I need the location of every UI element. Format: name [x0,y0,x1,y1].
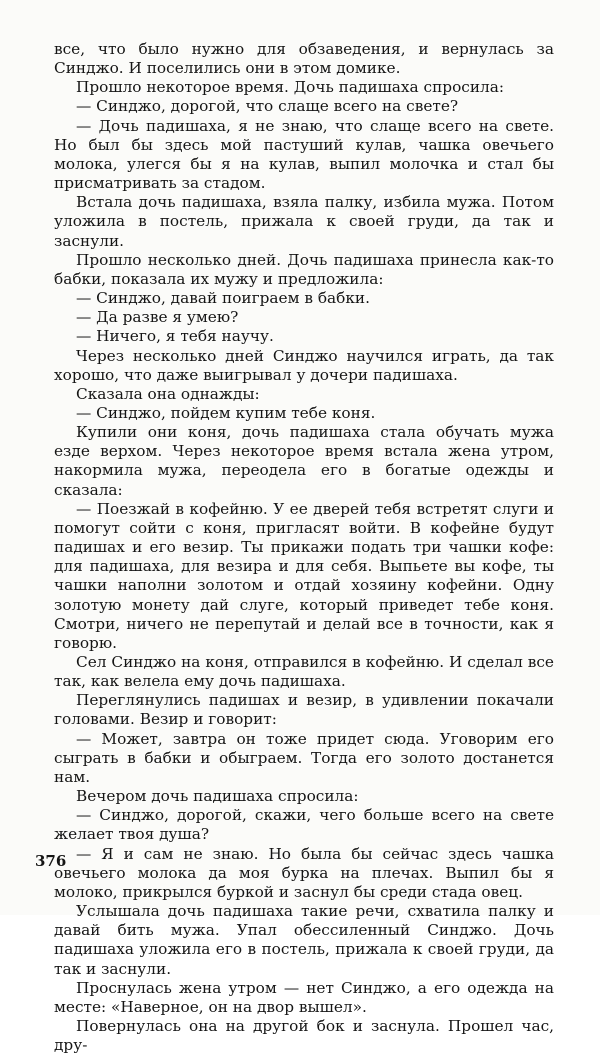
paragraph-20: — Я и сам не знаю. Но была бы сейчас здесь чашка овечьего молока да моя бурка на плечах. Выпил бы я молоко, прикрылся буркой и заснул бы среди стада овец. [54,844,554,901]
paragraph-14: — Поезжай в кофейню. У ее дверей тебя встретят слуги и помогут сойти с коня, пригласят войти. В кофейне будут падишах и его везир. Ты прикажи подать три чашки кофе: для падишаха, для везира и для себя. Выпьете вы кофе, ты чашки наполни золотом и отдай хозяину кофейни. Одну золотую монету дай слуге, который приведет тебе коня. Смотри, ничего не перепутай и делай все в точности, как я говорю. [54,499,554,652]
paragraph-8: — Да разве я умею? [76,308,239,327]
paragraph-22: Проснулась жена утром — нет Синджо, а его одежда на месте: «Наверное, он на двор вышел». [54,978,554,1016]
paragraph-6: Прошло несколько дней. Дочь падишаха принесла как-то бабки, показала их мужу и предложила: [54,250,554,288]
paragraph-10: Через несколько дней Синджо научился играть, да так хорошо, что даже выигрывал у дочери падишаха. [54,346,554,384]
paragraph-7: — Синджо, давай поиграем в бабки. [76,289,370,308]
paragraph-17: — Может, завтра он тоже придет сюда. Уговорим его сыграть в бабки и обыграем. Тогда его золото достанется нам. [54,729,554,786]
paragraph-3: — Синджо, дорогой, что слаще всего на свете? [76,97,459,116]
paragraph-16: Переглянулись падишах и везир, в удивлении покачали головами. Везир и говорит: [54,691,554,729]
paragraph-21: Услышала дочь падишаха такие речи, схватила палку и давай бить мужа. Упал обессиленный Синджо. Дочь падишаха уложила его в постель, прижала к своей груди, да так и заснули. [54,902,554,978]
paragraph-19: — Синджо, дорогой, скажи, чего больше всего на свете желает твоя душа? [54,806,554,844]
page-number: 376 [35,852,67,870]
paragraph-5: Встала дочь падишаха, взяла палку, избила мужа. Потом уложила в постель, прижала к своей груди, да так и заснули. [54,193,554,250]
paragraph-23: Повернулась она на другой бок и заснула. Прошел час, дру- [54,1016,554,1055]
paragraph-9: — Ничего, я тебя научу. [76,327,274,346]
paragraph-4: — Дочь падишаха, я не знаю, что слаще всего на свете. Но был бы здесь мой пастуший кулав, чашка овечьего молока, улегся бы я на кулав, выпил молочка и стал бы присматривать за стадом. [54,116,554,193]
paragraph-15: Сел Синджо на коня, отправился в кофейню. И сделал все так, как велела ему дочь падишаха. [54,653,554,691]
paragraph-12: — Синджо, пойдем купим тебе коня. [76,403,376,422]
paragraph-11: Сказала она однажды: [76,384,260,403]
body-text [54,40,554,1055]
paragraph-13: Купили они коня, дочь падишаха стала обучать мужа езде верхом. Через некоторое время встала жена утром, накормила мужа, переодела его в богатые одежды и сказала: [54,423,554,499]
paragraph-18: Вечером дочь падишаха спросила: [76,787,359,806]
paragraph-1: все, что было нужно для обзаведения, и вернулась за Синджо. И поселились они в этом домике. [54,40,554,78]
paragraph-2: Прошло некоторое время. Дочь падишаха спросила: [76,78,505,97]
